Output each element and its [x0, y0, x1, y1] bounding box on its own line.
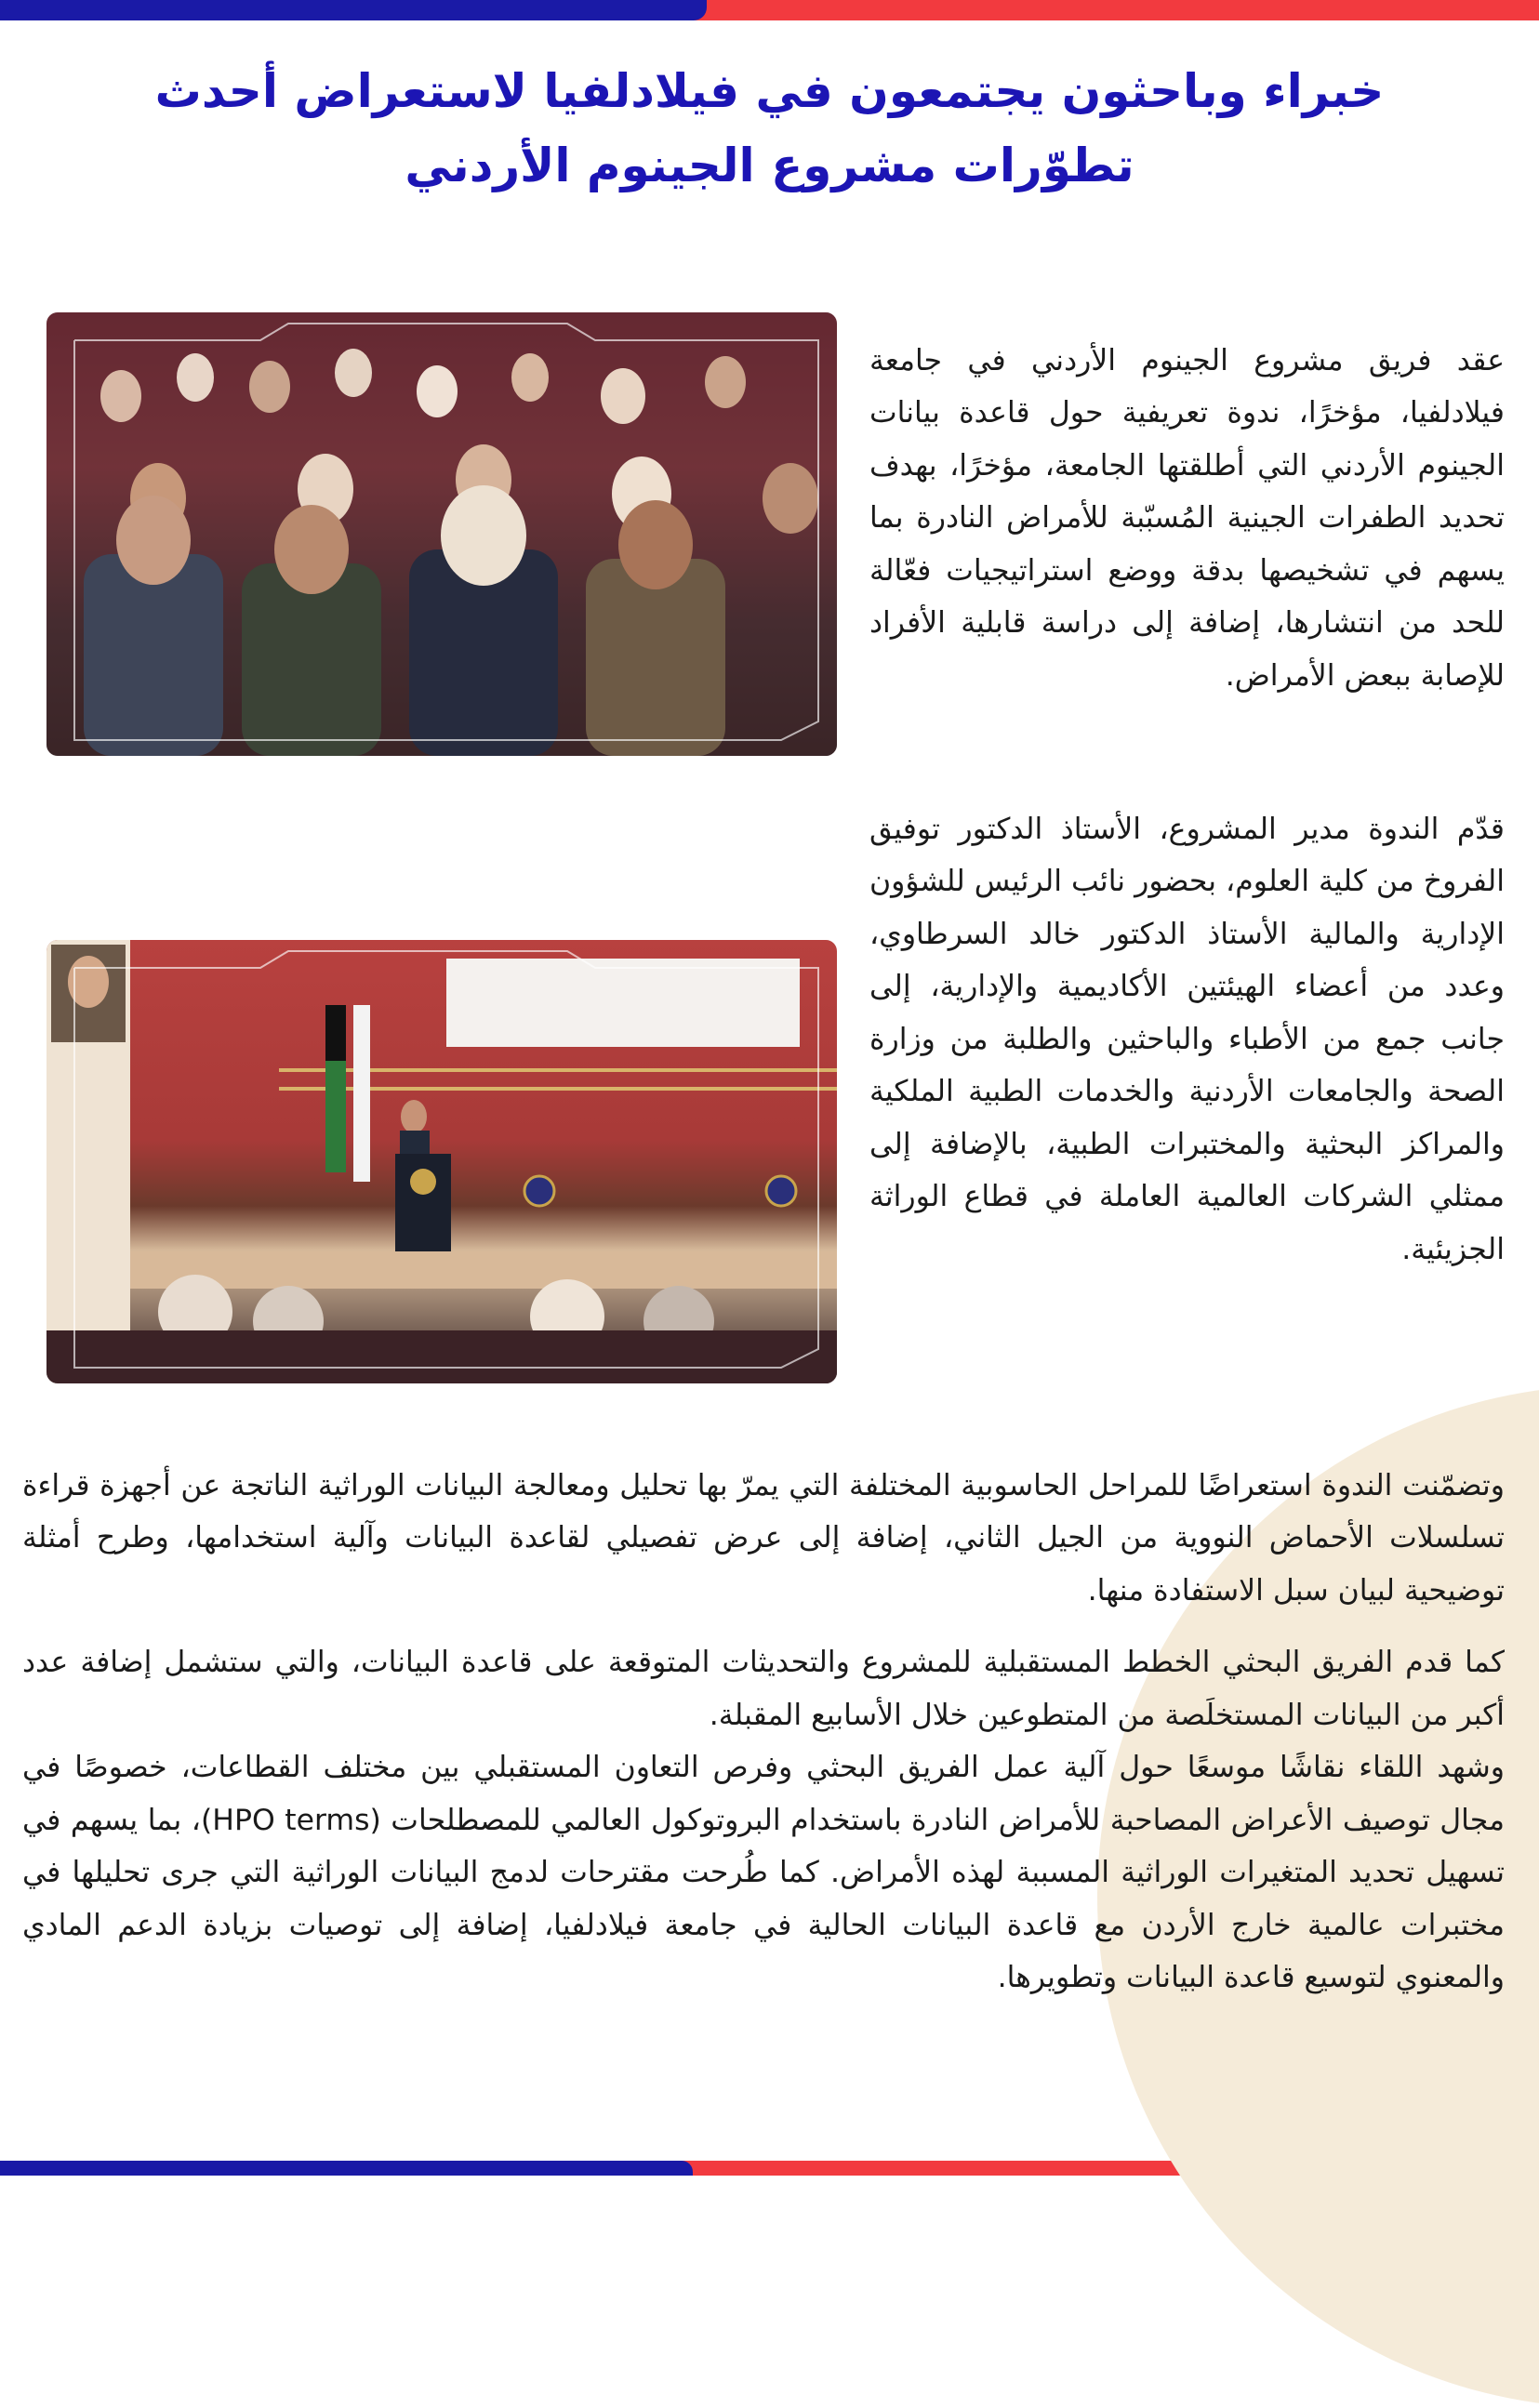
article-paragraph-group — [22, 1636, 1505, 2004]
bottom-accent-bar-red — [679, 2161, 1539, 2176]
top-accent-bar-blue — [0, 0, 707, 20]
article-paragraph-5: وشهد اللقاء نقاشًا موسعًا حول آلية عمل الفريق البحثي وفرص التعاون المستقبلي بين مختلف القطاعات، خصوصًا في مجال توصيف الأعراض المصاحبة للأمراض النادرة باستخدام البروتوكول العالمي للمصطلحات (HPO terms)، بما يسهم في تسهيل تحديد المتغيرات الوراثية المسببة لهذه الأمراض. كما طُرحت مقترحات لدمج البيانات الوراثية التي جرى تحليلها في مختبرات عالمية خارج الأردن مع قاعدة البيانات الحالية في جامعة فيلادلفيا، إضافة إلى توصيات بزيادة الدعم المادي والمعنوي لتوسيع قاعدة البيانات وتطويرها. — [22, 1751, 1505, 1994]
article-title-line-1: خبراء وباحثون يجتمعون في فيلادلفيا لاستعراض أحدث — [154, 64, 1385, 118]
lecture-photo — [46, 940, 837, 1383]
article-title-line-2: تطوّرات مشروع الجينوم الأردني — [405, 139, 1134, 192]
article-paragraph-4: كما قدم الفريق البحثي الخطط المستقبلية للمشروع والتحديثات المتوقعة على قاعدة البيانات، والتي ستشمل إضافة عدد أكبر من البيانات المستخلَصة من المتطوعين خلال الأسابيع المقبلة. — [22, 1646, 1505, 1732]
article-paragraph-1: عقد فريق مشروع الجينوم الأردني في جامعة فيلادلفيا، مؤخرًا، ندوة تعريفية حول قاعدة بيانات الجينوم الأردني التي أطلقتها الجامعة، مؤخرًا، بهدف تحديد الطفرات الجينية المُسبّبة للأمراض النادرة بما يسهم في تشخيصها بدقة ووضع استراتيجيات فعّالة للحد من انتشارها، إضافة إلى دراسة قابلية الأفراد للإصابة ببعض الأمراض. — [869, 343, 1505, 693]
article-paragraph-3: وتضمّنت الندوة استعراضًا للمراحل الحاسوبية المختلفة التي يمرّ بها تحليل ومعالجة البيانات الوراثية الناتجة عن أجهزة قراءة تسلسلات الأحماض النووية من الجيل الثاني، إضافة إلى عرض تفصيلي لقاعدة البيانات وآلية استخدامها، وطرح أمثلة توضيحية لبيان سبل الاستفادة منها. — [22, 1468, 1505, 1608]
article-paragraph-2: قدّم الندوة مدير المشروع، الأستاذ الدكتور توفيق الفروخ من كلية العلوم، بحضور نائب الرئيس للشؤون الإدارية والمالية الأستاذ الدكتور خالد السرطاوي، وعدد من أعضاء الهيئتين الأكاديمية والإدارية، إلى جانب جمع من الأطباء والباحثين والطلبة من وزارة الصحة والجامعات الأردنية والخدمات الطبية الملكية والمراكز البحثية والمختبرات الطبية، بالإضافة إلى ممثلي الشركات العالمية العاملة في قطاع الوراثة الجزيئية. — [869, 812, 1505, 1266]
bottom-accent-bar — [0, 2161, 1539, 2176]
top-accent-bar-red — [693, 0, 1539, 20]
top-accent-bar — [0, 0, 1539, 20]
audience-photo — [46, 312, 837, 756]
bottom-accent-bar-blue — [0, 2161, 693, 2176]
article-title — [74, 54, 1465, 203]
